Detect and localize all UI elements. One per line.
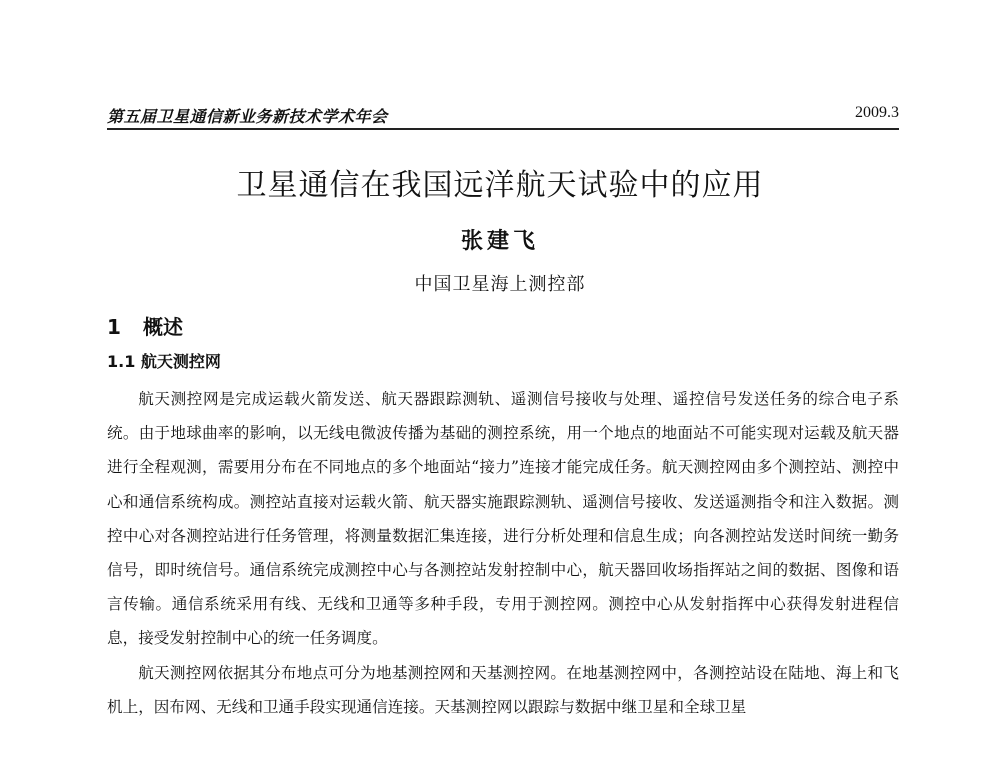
- author-affiliation: 中国卫星海上测控部: [414, 274, 586, 295]
- paper-title: 卫星通信在我国远洋航天试验中的应用: [236, 168, 764, 203]
- paragraph: 航天测控网是完成运载火箭发送、航天器跟踪测轨、遥测信号接收与处理、遥控信号发送任务的综合电子系统。由于地球曲率的影响，以无线电微波传播为基础的测控系统，用一个地点的地面站不可能实现对运载及航天器进行全程观测，需要用分布在不同地点的多个地面站“接力”连接才能完成任务。航天测控网由多个测控站、测控中心和通信系统构成。测控站直接对运载火箭、航天器实施跟踪测轨、遥测信号接收、发送遥测指令和注入数据。测控中心对各测控站进行任务管理，将测量数据汇集连接，进行分析处理和信息生成；向各测控站发送时间统一勤务信号，即时统信号。通信系统完成测控中心与各测控站发射控制中心，航天器回收场指挥站之间的数据、图像和语言传输。通信系统采用有线、无线和卫通等多种手段，专用于测控网。测控中心从发射指挥中心获得发射进程信息，接受发射控制中心的统一任务调度。: [107, 390, 899, 648]
- author-name: 张建飞: [460, 228, 539, 254]
- running-header: [107, 104, 899, 130]
- subsection-heading: 1.1 航天测控网: [107, 352, 221, 371]
- paragraph: 航天测控网依据其分布地点可分为地基测控网和天基测控网。在地基测控网中，各测控站设在陆地、海上和飞机上，因布网、无线和卫通手段实现通信连接。天基测控网以跟踪与数据中继卫星和全球卫星: [107, 663, 899, 716]
- publication-date: 2009.3: [855, 104, 899, 121]
- conference-name: 第五届卫星通信新业务新技术学术年会: [107, 107, 388, 126]
- body-text: [107, 382, 899, 724]
- section-title: 概述: [143, 315, 183, 339]
- section-heading: [107, 311, 183, 340]
- section-number: 1: [107, 315, 121, 339]
